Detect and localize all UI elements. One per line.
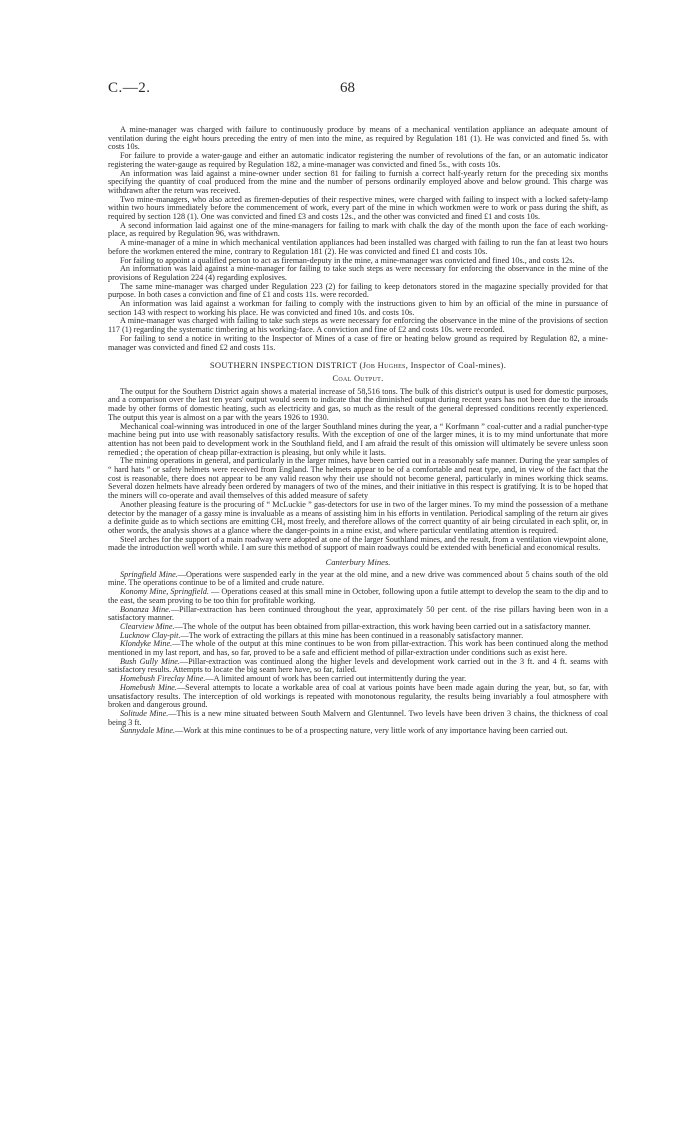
mine-name: Sunnydale Mine. [120, 726, 176, 736]
page-number: 68 [340, 80, 355, 96]
document-reference: C.—2. [108, 80, 151, 96]
mine-description: —Work at this mine continues to be of a prospecting nature, very little work of any importance having been carried out. [175, 726, 568, 736]
mine-entry [108, 588, 608, 605]
paragraph: A second information laid against one of the mine-managers for failing to mark with chalk the day of the month upon the face of each working-place, as required by Regulation 96, was withdrawn. [108, 220, 608, 239]
mine-description: —The work of extracting the pillars at this mine has been continued in a reasonably satisfactory manner. [180, 630, 524, 640]
mine-entry [108, 710, 608, 727]
mine-entry [108, 640, 608, 657]
mine-description: —Pillar-extraction has been continued throughout the year, approximately 50 per cent. of the rise pillars having been won in a satisfactory manner. [108, 604, 608, 623]
mine-entry [108, 727, 608, 736]
mine-entry [108, 571, 608, 588]
mine-description: —Pillar-extraction was continued along the higher levels and development work carried out in the 3 ft. and 4 ft. seams with satisfactory results. Attempts to locate the big seam here have, so far, failed. [108, 656, 608, 675]
paragraph: The same mine-manager was charged under Regulation 223 (2) for failing to keep detonators stored in the magazine specially provided for that purpose. In both cases a conviction and fine of £1 and costs 11s. were recorded. [108, 281, 608, 300]
mine-name: Clearview Mine. [120, 621, 175, 631]
paragraph: The output for the Southern District again shows a material increase of 58,516 tons. The bulk of this district's output is used for domestic purposes, and a comparison over the last ten years' output would seem to indicate that the diminished output during recent years has not been due to the inroads made by other forms of domestic heating, such as electricity and gas, so much as the result of the general depressed conditions recently experienced. The output this year is almost on a par with the years 1926 to 1930. [108, 386, 608, 422]
page-body [108, 126, 608, 736]
mine-entry [108, 684, 608, 710]
section-heading-tail: , Inspector of Coal-mines). [405, 360, 507, 371]
mine-entry [108, 658, 608, 675]
paragraph: A mine-manager of a mine in which mechanical ventilation appliances had been installed was charged with failing to run the fan at least two hours before the workmen entered the mine, contrary to Regulation 181 (2). He was convicted and fined £1 and costs 10s. [108, 238, 608, 256]
mine-description: —Operations were suspended early in the year at the old mine, and a new drive was commenced about 5 chains south of the old mine. The operations continue to be of a limited and crude nature. [108, 569, 608, 588]
mine-description: —Several attempts to locate a workable area of coal at various points have been made again during the year, but, so far, with unsatisfactory results. The interception of old workings is repeated with monotonous regularity, the results being invariably a foul atmosphere with broken and dangerous ground. [108, 682, 608, 710]
mine-name: Bonanza Mine. [120, 604, 171, 614]
subheading-canterbury-mines: Canterbury Mines. [325, 557, 391, 568]
mine-name: Klondyke Mine. [120, 639, 173, 649]
prosecutions-section [108, 126, 608, 352]
paragraph: Mechanical coal-winning was introduced in one of the larger Southland mines during the year, a “ Korfmann ” coal-cutter and a radial puncher-type machine being put into use with reasonably satisfactory results. With the exception of one of the larger mines, it is to my mind unfortunate that more attention has not been paid to development work in the Southland field, and I am afraid the result of this omission will ultimately be severe unless soon remedied ; the operation of cheap pillar-extraction is pleasing, but only while it lasts. [108, 421, 608, 457]
mine-name: Springfield Mine. [120, 569, 178, 579]
paragraph: An information was laid against a workman for failing to comply with the instructions given to him by an official of the mine in pursuance of section 143 with respect to working his place. He was convicted and fined 10s. and costs 10s. [108, 299, 608, 317]
mine-name: Konomy Mine, Springfield. [120, 587, 209, 597]
paragraph: An information was laid against a mine-manager for failing to take such steps as were necessary for enforcing the observance in the mine of the provisions of Regulation 224 (4) regarding explosives. [108, 264, 608, 282]
mine-name: Solitude Mine. [120, 709, 169, 718]
mine-entry [108, 606, 608, 623]
coal-output-section [108, 388, 608, 553]
paragraph: For failing to appoint a qualified person to act as fireman-deputy in the mine, a mine-manager was convicted and fined 10s., and costs 12s. [120, 255, 575, 265]
mine-description: —The whole of the output at this mine continues to be won from pillar-extraction. This work has been continued along the method mentioned in my last report, and has, so far, proved to be a safe and efficient method of pillar-extraction under conditions such as exist here. [108, 639, 608, 658]
inspector-name: Job Hughes [362, 360, 406, 371]
mine-description: —This is a new mine situated between South Malvern and Glentunnel. Two levels have been driven 3 chains, the thickness of coal being 3 ft. [108, 709, 608, 727]
mine-description: —The whole of the output has been obtained from pillar-extraction, this work having been carried out in a satisfactory manner. [174, 621, 591, 631]
paragraph: A mine-manager was charged with failure to continuously produce by means of a mechanical ventilation appliance an adequate amount of ventilation during the eight hours preceding the entry of men into the mine, as required by Regulation 181 (1). He was convicted and fined 5s. with costs 10s. [108, 125, 608, 152]
paragraph: Another pleasing feature is the procuring of “ McLuckie ” gas-detectors for use in two of the larger mines. To my mind the possession of a methane detector by the manager of a gassy mine is invaluable as a means of assisting him in his efforts in ventilation. Periodical sampling of the return air gives a definite guide as to which sections are emitting CH₄ most freely, and therefore allows of the correct quantity of air being circulated in each split, or, in other words, the analysis shows at a glance where the danger-points in a mine exist, and where particular ventilating attention is required. [108, 499, 608, 535]
section-heading-main: SOUTHERN INSPECTION DISTRICT ( [209, 360, 363, 371]
mine-description: — Operations ceased at this small mine in October, following upon a futile attempt to develop the seam to the dip and to the east, the seam proving to be too thin for profitable working. [108, 587, 608, 605]
mine-name: Lucknow Clay-pit. [120, 630, 181, 640]
mine-name: Homebush Mine. [120, 682, 177, 692]
paragraph: Steel arches for the support of a main roadway were adopted at one of the larger Southland mines, and the result, from a ventilation viewpoint alone, made the introduction well worth while. I am sure this method of support of main roadways could be extended with beneficial and economical results. [108, 534, 608, 553]
paragraph: Two mine-managers, who also acted as firemen-deputies of their respective mines, were charged with failing to inspect with a locked safety-lamp within two hours immediately before the commencement of work, every part of the mine in which workmen were to work or pass during the shift, as required by section 128 (1). One was convicted and fined £3 and costs 12s., and the other was convicted and fined £1 and costs 10s. [108, 194, 608, 222]
paragraph: A mine-manager was charged with failing to take such steps as were necessary for enforcing the observance in the mine of the provisions of section 117 (1) regarding the systematic timbering at his working-face. A conviction and fine of £2 and costs 10s. were recorded. [108, 316, 608, 335]
mine-description: —A limited amount of work has been carried out intermittently during the year. [205, 674, 467, 684]
section-heading [108, 361, 608, 370]
mine-name: Bush Gully Mine. [120, 656, 180, 666]
canterbury-mines-section [108, 571, 608, 736]
paragraph: For failure to provide a water-gauge and either an automatic indicator registering the number of revolutions of the fan, or an automatic indicator registering the water-gauge as required by Regulation 182, a mine-manager was convicted and fined 5s., with costs 10s. [108, 151, 608, 169]
page-header [108, 80, 608, 100]
subheading-coal-output: Coal Output. [332, 373, 384, 383]
paragraph: The mining operations in general, and particularly in the larger mines, have been carried out in a reasonably safe manner. During the year samples of “ hard hats ” or safety helmets were received from England. The helmets appear to be of a comfortable and neat type, and, in view of the fact that the cost is reasonable, there does not appear to be any valid reason why their use should not become general, particularly in mines working thick seams. Several dozen helmets have already been ordered by managers of two of the mines, and their initiative in this respect is gratifying. It is to be hoped that the miners will co-operate and avail themselves of this added measure of safety [108, 456, 608, 501]
paragraph: An information was laid against a mine-owner under section 81 for failing to furnish a correct half-yearly return for the preceding six months specifying the quantity of coal produced from the mine and the number of persons ordinarily employed above and below ground. This charge was withdrawn after the return was received. [108, 168, 608, 195]
paragraph: For failing to send a notice in writing to the Inspector of Mines of a case of fire or heating below ground as required by Regulation 82, a mine-manager was convicted and fined £2 and costs 11s. [108, 333, 608, 352]
mine-name: Homebush Fireclay Mine. [120, 674, 206, 684]
